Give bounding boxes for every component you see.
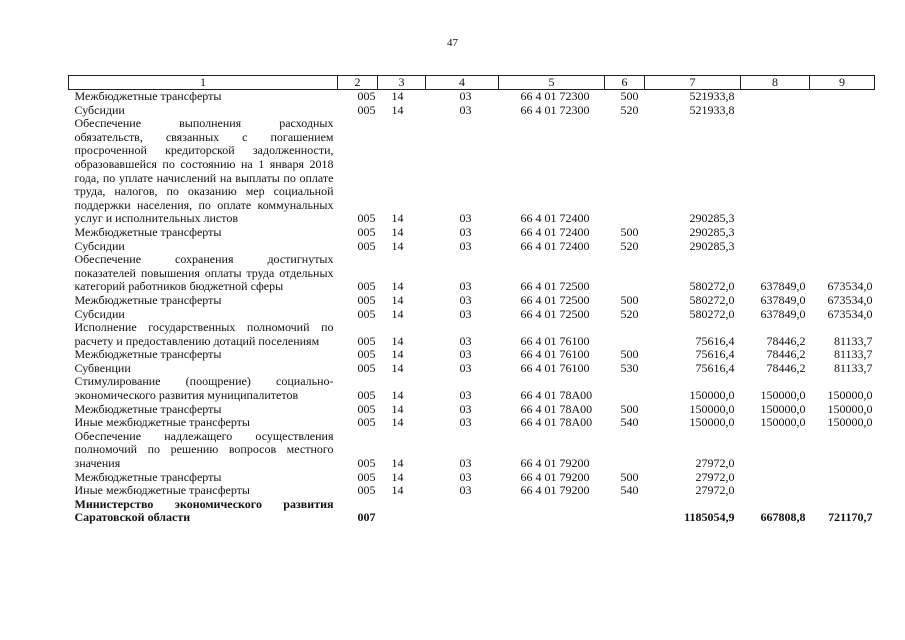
amount-year-2: 150000,0 [760,388,806,403]
section-code: 14 [391,102,404,117]
ministry-code: 005 [357,360,376,375]
table-row [69,471,875,485]
table-row [69,498,875,525]
expense-type: 540 [620,483,639,498]
amount-year-1: 580272,0 [689,306,735,321]
amount-year-2 [741,430,810,471]
expense-type [605,117,645,226]
row-name: Исполнение государственных полномочий по расчету и предоставлению дотаций поселениям [74,320,334,348]
row-name: Межбюджетные трансферты [74,224,222,239]
subsection-code: 03 [459,333,472,348]
amount-year-1: 290285,3 [689,211,735,226]
expense-type: 520 [620,102,639,117]
row-name: Межбюджетные трансферты [74,292,222,307]
table-row [69,117,875,226]
subsection-code: 03 [459,89,472,103]
table-row [69,375,875,402]
amount-year-2 [741,226,810,240]
amount-year-1: 521933,8 [689,89,735,103]
ministry-code: 007 [357,510,376,525]
amount-year-1: 75616,4 [695,333,735,348]
amount-year-3: 150000,0 [827,388,873,403]
amount-year-3 [810,240,875,254]
row-name: Обеспечение надлежащего осуществления полномочий по решению вопросов местного значения [74,428,334,471]
amount-year-2 [741,90,810,104]
target-article: 66 4 01 78А00 [520,401,593,416]
expense-type: 520 [620,238,639,253]
amount-year-3 [810,471,875,485]
target-article: 66 4 01 79200 [520,469,590,484]
target-article: 66 4 01 72500 [520,292,590,307]
target-article: 66 4 01 72300 [520,102,590,117]
amount-year-1: 521933,8 [689,102,735,117]
amount-year-1: 27972,0 [695,469,735,484]
amount-year-2: 637849,0 [760,292,806,307]
subsection-code [426,498,499,525]
amount-year-1: 1185054,9 [684,510,735,525]
table-row [69,430,875,471]
row-name: Обеспечение сохранения достигнутых показателей повышения оплаты труда отдельных категорий работников бюджетной сферы [74,252,334,294]
ministry-code: 005 [357,401,376,416]
table-row [69,240,875,254]
amount-year-3: 673534,0 [827,279,873,294]
amount-year-2: 150000,0 [760,415,806,430]
amount-year-3 [810,117,875,226]
section-code: 14 [391,224,404,239]
column-header: 7 [645,76,741,90]
section-code: 14 [391,238,404,253]
table-row [69,226,875,240]
section-code: 14 [391,360,404,375]
target-article: 66 4 01 72500 [520,306,590,321]
section-code: 14 [391,401,404,416]
section-code: 14 [391,292,404,307]
table-row [69,484,875,498]
table-row [69,90,875,104]
amount-year-2: 637849,0 [760,306,806,321]
row-name: Обеспечение выполнения расходных обязательств, связанных с погашением просроченной кредиторской задолженности, образовавшейся по состоянию на 1 января 2018 года, по уплате начислений на выплаты по оплате труда, налогов, по оказанию мер социальной поддержки населения, по оплате коммунальных услуг и исполнительных листов [74,116,334,226]
table-row [69,416,875,430]
subsection-code: 03 [459,102,472,117]
ministry-code: 005 [357,415,376,430]
amount-year-2 [741,240,810,254]
ministry-code: 005 [357,102,376,117]
section-code: 14 [391,483,404,498]
expense-type [605,430,645,471]
section-code: 14 [391,347,404,362]
amount-year-2: 150000,0 [760,401,806,416]
amount-year-1: 580272,0 [689,279,735,294]
budget-table [68,75,875,525]
ministry-code: 005 [357,469,376,484]
amount-year-2 [741,104,810,118]
subsection-code: 03 [459,360,472,375]
expense-type: 500 [620,224,639,239]
expense-type: 500 [620,469,639,484]
column-header: 2 [338,76,378,90]
expense-type: 530 [620,360,639,375]
expense-type: 540 [620,415,639,430]
column-header: 1 [69,76,338,90]
row-name: Иные межбюджетные трансферты [74,415,250,430]
ministry-code: 005 [357,238,376,253]
amount-year-3: 81133,7 [833,333,873,348]
ministry-code: 005 [357,279,376,294]
row-name: Межбюджетные трансферты [74,347,222,362]
subsection-code: 03 [459,469,472,484]
section-code: 14 [391,333,404,348]
amount-year-3: 721170,7 [828,510,873,525]
row-name: Министерство экономического развития Саратовской области [74,496,334,525]
target-article: 66 4 01 78А00 [520,415,593,430]
amount-year-2: 667808,8 [760,510,806,525]
amount-year-1: 27972,0 [695,456,735,471]
column-header: 5 [499,76,605,90]
amount-year-3 [810,90,875,104]
expense-type: 500 [620,401,639,416]
column-header: 6 [605,76,645,90]
amount-year-1: 290285,3 [689,224,735,239]
target-article: 66 4 01 76100 [520,333,590,348]
target-article: 66 4 01 72400 [520,211,590,226]
amount-year-3: 81133,7 [833,347,873,362]
expense-type [605,498,645,525]
table-row [69,403,875,417]
row-name: Субвенции [74,360,131,375]
target-article: 66 4 01 72300 [520,89,590,103]
section-code: 14 [391,415,404,430]
section-code: 14 [391,469,404,484]
amount-year-3: 150000,0 [827,401,873,416]
subsection-code: 03 [459,279,472,294]
amount-year-2 [741,484,810,498]
subsection-code: 03 [459,224,472,239]
amount-year-3 [810,484,875,498]
target-article: 66 4 01 79200 [520,456,590,471]
amount-year-1: 580272,0 [689,292,735,307]
row-name: Межбюджетные трансферты [74,401,222,416]
expense-type: 500 [620,89,639,103]
section-code: 14 [391,279,404,294]
ministry-code: 005 [357,483,376,498]
amount-year-3 [810,226,875,240]
row-name: Субсидии [74,238,125,253]
row-name: Стимулирование (поощрение) социально-экономического развития муниципалитетов [74,374,334,403]
subsection-code: 03 [459,347,472,362]
row-name: Межбюджетные трансферты [74,89,222,103]
amount-year-3: 81133,7 [833,360,873,375]
ministry-code: 005 [357,456,376,471]
target-article: 66 4 01 78А00 [520,388,593,403]
expense-type: 520 [620,306,639,321]
section-code [378,498,426,525]
column-number-row [69,76,875,90]
target-article: 66 4 01 72500 [520,279,590,294]
amount-year-2 [741,471,810,485]
subsection-code: 03 [459,401,472,416]
subsection-code: 03 [459,415,472,430]
target-article: 66 4 01 79200 [520,483,590,498]
target-article: 66 4 01 76100 [520,360,590,375]
amount-year-2: 78446,2 [766,360,806,375]
column-header: 9 [810,76,875,90]
amount-year-1: 290285,3 [689,238,735,253]
row-name: Межбюджетные трансферты [74,469,222,484]
column-header: 4 [426,76,499,90]
subsection-code: 03 [459,306,472,321]
amount-year-3 [810,430,875,471]
table-row [69,308,875,322]
ministry-code: 005 [357,347,376,362]
ministry-code: 005 [357,306,376,321]
subsection-code: 03 [459,238,472,253]
subsection-code: 03 [459,292,472,307]
subsection-code: 03 [459,456,472,471]
amount-year-3 [810,104,875,118]
amount-year-2: 78446,2 [766,347,806,362]
expense-type [605,253,645,294]
row-name: Иные межбюджетные трансферты [74,483,250,498]
table-row [69,104,875,118]
subsection-code: 03 [459,483,472,498]
amount-year-1: 75616,4 [695,347,735,362]
amount-year-2 [741,117,810,226]
amount-year-3: 673534,0 [827,306,873,321]
amount-year-2: 78446,2 [766,333,806,348]
amount-year-3: 673534,0 [827,292,873,307]
ministry-code: 005 [357,211,376,226]
section-code: 14 [391,388,404,403]
ministry-code: 005 [357,333,376,348]
expense-type: 500 [620,292,639,307]
subsection-code: 03 [459,388,472,403]
table-row [69,294,875,308]
column-header: 8 [741,76,810,90]
target-article [499,498,605,525]
table-row [69,321,875,348]
expense-type [605,375,645,402]
target-article: 66 4 01 72400 [520,224,590,239]
target-article: 66 4 01 76100 [520,347,590,362]
target-article: 66 4 01 72400 [520,238,590,253]
expense-type [605,321,645,348]
amount-year-3: 150000,0 [827,415,873,430]
ministry-code: 005 [357,224,376,239]
column-header: 3 [378,76,426,90]
ministry-code: 005 [357,89,376,103]
ministry-code: 005 [357,388,376,403]
ministry-code: 005 [357,292,376,307]
amount-year-1: 150000,0 [689,401,735,416]
section-code: 14 [391,89,404,103]
table-row [69,362,875,376]
section-code: 14 [391,306,404,321]
expense-type: 500 [620,347,639,362]
amount-year-2: 637849,0 [760,279,806,294]
amount-year-1: 150000,0 [689,388,735,403]
amount-year-1: 75616,4 [695,360,735,375]
row-name: Субсидии [74,102,125,117]
row-name: Субсидии [74,306,125,321]
section-code: 14 [391,456,404,471]
amount-year-1: 27972,0 [695,483,735,498]
amount-year-1: 150000,0 [689,415,735,430]
section-code: 14 [391,211,404,226]
table-row [69,253,875,294]
subsection-code: 03 [459,211,472,226]
table-row [69,348,875,362]
page-number: 47 [447,37,458,49]
